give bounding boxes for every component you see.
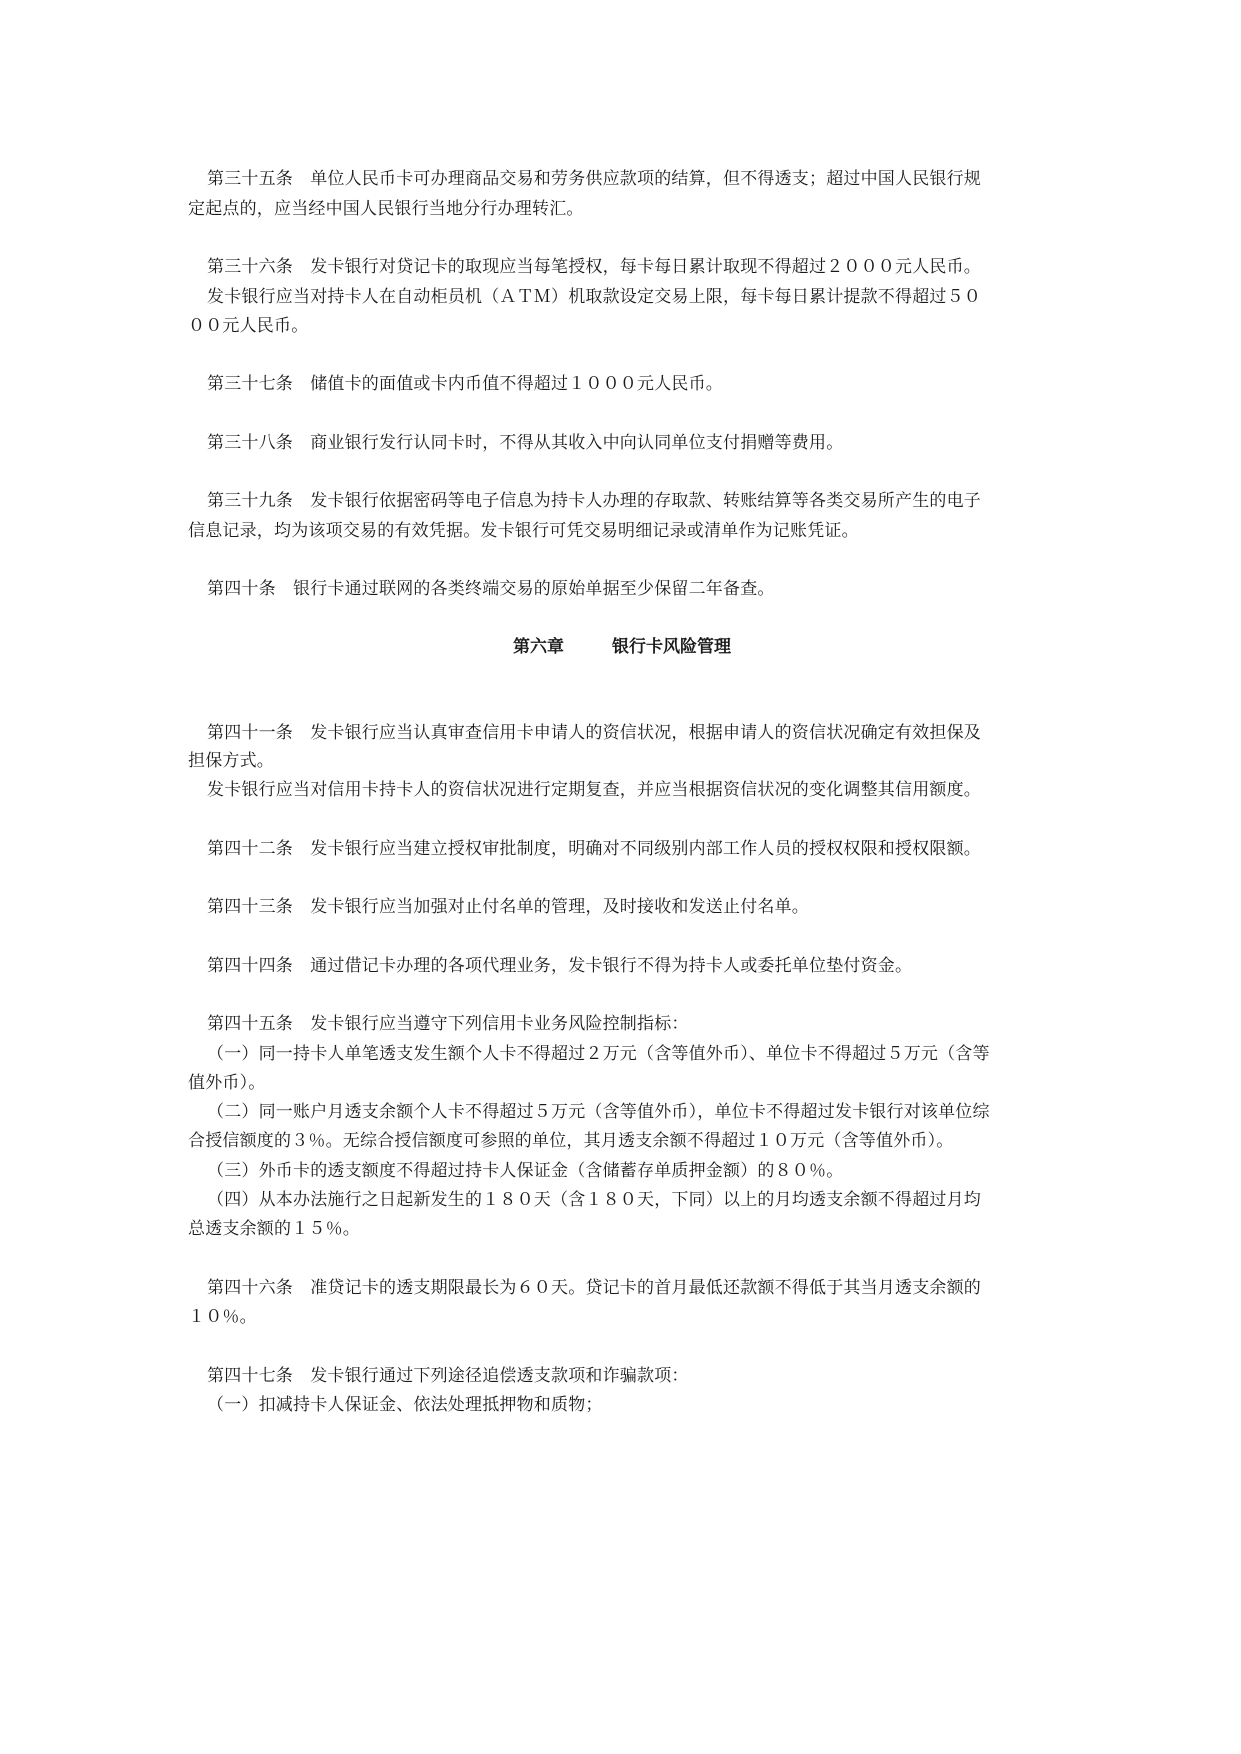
text-line: １０％。 bbox=[188, 1307, 257, 1327]
chapter-title: 银行卡风险管理 bbox=[612, 637, 731, 657]
text-line: 发卡银行应当对持卡人在自动柜员机（ＡＴＭ）机取款设定交易上限，每卡每日累计提款不得超过５０ bbox=[207, 287, 981, 307]
text-line: 第三十七条 储值卡的面值或卡内币值不得超过１０００元人民币。 bbox=[207, 374, 723, 394]
text-line: 第四十条 银行卡通过联网的各类终端交易的原始单据至少保留二年备查。 bbox=[207, 579, 775, 599]
text-line: 第四十四条 通过借记卡办理的各项代理业务，发卡银行不得为持卡人或委托单位垫付资金。 bbox=[207, 956, 913, 976]
text-line: 定起点的，应当经中国人民银行当地分行办理转汇。 bbox=[188, 199, 584, 219]
text-line: 第三十六条 发卡银行对贷记卡的取现应当每笔授权，每卡每日累计取现不得超过２０００元人民币。 bbox=[207, 257, 981, 277]
text-line: 发卡银行应当对信用卡持卡人的资信状况进行定期复查，并应当根据资信状况的变化调整其信用额度。 bbox=[207, 780, 981, 800]
text-line: 第四十六条 准贷记卡的透支期限最长为６０天。贷记卡的首月最低还款额不得低于其当月透支余额的 bbox=[207, 1278, 981, 1298]
text-line: 第三十五条 单位人民币卡可办理商品交易和劳务供应款项的结算，但不得透支；超过中国人民银行规 bbox=[207, 169, 981, 189]
text-line: 第四十五条 发卡银行应当遵守下列信用卡业务风险控制指标： bbox=[207, 1014, 689, 1034]
text-line: （二）同一账户月透支余额个人卡不得超过５万元（含等值外币），单位卡不得超过发卡银行对该单位综 bbox=[207, 1102, 990, 1122]
text-line: 第四十二条 发卡银行应当建立授权审批制度，明确对不同级别内部工作人员的授权权限和授权限额。 bbox=[207, 839, 981, 859]
text-line: 值外币）。 bbox=[188, 1073, 266, 1093]
text-line: ００元人民币。 bbox=[188, 316, 309, 336]
chapter-heading bbox=[188, 634, 1056, 660]
text-line: （一）扣减持卡人保证金、依法处理抵押物和质物； bbox=[207, 1395, 603, 1415]
text-line: 第四十一条 发卡银行应当认真审查信用卡申请人的资信状况，根据申请人的资信状况确定有效担保及 bbox=[207, 723, 981, 743]
text-line: （一）同一持卡人单笔透支发生额个人卡不得超过２万元（含等值外币）、单位卡不得超过５万元（含等 bbox=[207, 1044, 990, 1064]
text-line: 第四十三条 发卡银行应当加强对止付名单的管理，及时接收和发送止付名单。 bbox=[207, 897, 809, 917]
text-line: 合授信额度的３％。无综合授信额度可参照的单位，其月透支余额不得超过１０万元（含等值外币）。 bbox=[188, 1131, 954, 1151]
text-line: 第三十八条 商业银行发行认同卡时，不得从其收入中向认同单位支付捐赠等费用。 bbox=[207, 433, 844, 453]
text-line: 第四十七条 发卡银行通过下列途径追偿透支款项和诈骗款项： bbox=[207, 1366, 689, 1386]
chapter-number: 第六章 bbox=[513, 637, 564, 657]
text-line: （三）外币卡的透支额度不得超过持卡人保证金（含储蓄存单质押金额）的８０％。 bbox=[207, 1161, 844, 1181]
text-line: 第三十九条 发卡银行依据密码等电子信息为持卡人办理的存取款、转账结算等各类交易所产生的电子 bbox=[207, 491, 981, 511]
text-line: 担保方式。 bbox=[188, 751, 274, 771]
text-line: （四）从本办法施行之日起新发生的１８０天（含１８０天，下同）以上的月均透支余额不得超过月均 bbox=[207, 1190, 981, 1210]
document-page bbox=[188, 0, 1056, 1754]
text-line: 总透支余额的１５％。 bbox=[188, 1219, 360, 1239]
text-line: 信息记录，均为该项交易的有效凭据。发卡银行可凭交易明细记录或清单作为记账凭证。 bbox=[188, 521, 859, 541]
